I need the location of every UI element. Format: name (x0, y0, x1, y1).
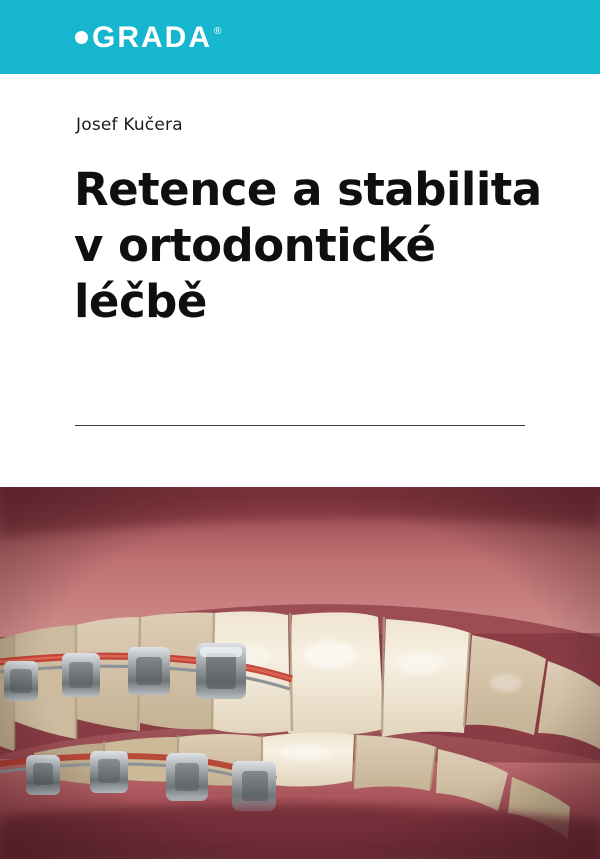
title-line-3: léčbě (74, 275, 207, 328)
registered-mark: ® (214, 26, 222, 37)
grada-logo (75, 22, 221, 56)
book-author: Josef Kučera (76, 115, 183, 135)
book-title (74, 162, 544, 330)
title-line-2: v ortodontické (74, 219, 436, 272)
teeth-with-braces-photo (0, 487, 600, 859)
publisher-band (0, 0, 600, 74)
title-divider (75, 425, 525, 426)
title-line-1: Retence a stabilita (74, 163, 542, 216)
circle-dot-icon (75, 31, 88, 44)
publisher-name: GRADA (92, 21, 212, 54)
